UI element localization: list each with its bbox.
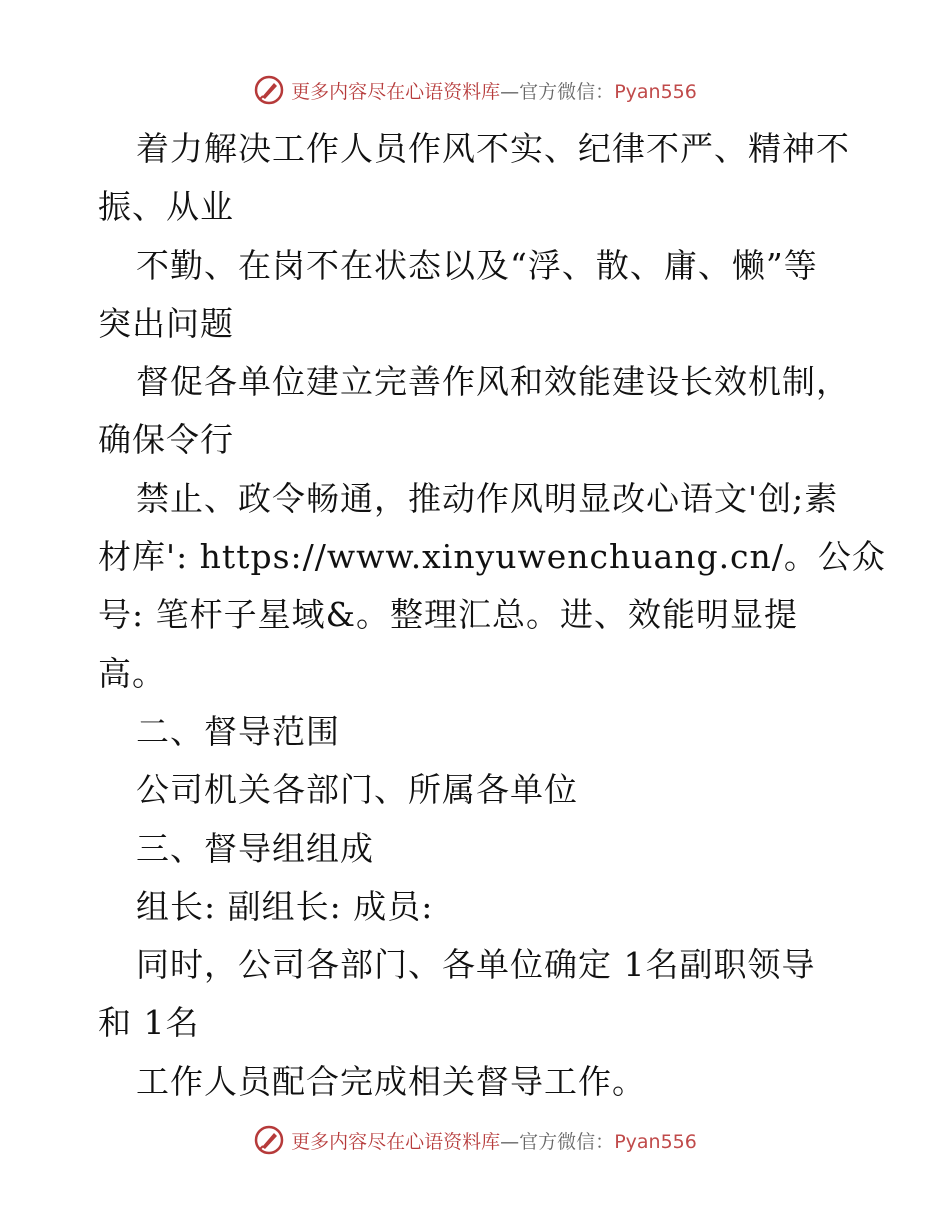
watermark-id: Pyan556 [614, 1130, 697, 1153]
paragraph-line: 振、从业 [98, 187, 234, 227]
paragraph-line: 着力解决工作人员作风不实、纪律不严、精神不 [136, 129, 850, 168]
watermark-wechat: 官方微信： [519, 80, 615, 103]
paragraph-line: 高。 [98, 653, 166, 693]
paragraph-line: 督促各单位建立完善作风和效能建设长效机制， [136, 362, 850, 402]
watermark-wechat: 官方微信： [519, 1130, 615, 1153]
watermark-text [291, 1127, 697, 1154]
quill-logo-icon [253, 1124, 285, 1156]
watermark-text [291, 77, 697, 104]
section-heading-scope: 二、督导范围 [136, 711, 340, 751]
paragraph-line: 号: 笔杆子星域&。整理汇总。进、效能明显提 [98, 595, 798, 635]
paragraph-line: 和 1名 [98, 1003, 200, 1043]
watermark-site: 更多内容尽在心语资料库 [291, 80, 501, 103]
paragraph-line: 公司机关各部门、所属各单位 [136, 770, 578, 810]
quill-logo-icon [253, 74, 285, 106]
paragraph-line: 工作人员配合完成相关督导工作。 [136, 1061, 646, 1101]
paragraph-line: 禁止、政令畅通，推动作风明显改心语文'创;素 [136, 478, 839, 518]
section-heading-team: 三、督导组组成 [136, 828, 374, 868]
footer-watermark-banner [0, 1120, 950, 1160]
watermark-dash: — [500, 80, 520, 103]
document-body [98, 120, 886, 1111]
paragraph-line: 不勤、在岗不在状态以及“浮、散、庸、懒”等 [136, 245, 818, 285]
header-watermark [253, 74, 697, 106]
paragraph-line: 确保令行 [98, 420, 234, 460]
paragraph-line: 同时，公司各部门、各单位确定 1名副职领导 [136, 945, 816, 985]
watermark-id: Pyan556 [614, 80, 697, 103]
paragraph-line-url: 材库': https://www.xinyuwenchuang.cn/。公众 [98, 537, 886, 577]
header-watermark-banner [0, 70, 950, 110]
watermark-dash: — [500, 1130, 520, 1153]
footer-watermark [253, 1124, 697, 1156]
watermark-site: 更多内容尽在心语资料库 [291, 1130, 501, 1153]
paragraph-line: 组长: 副组长: 成员: [136, 886, 434, 926]
paragraph-line: 突出问题 [98, 303, 234, 343]
